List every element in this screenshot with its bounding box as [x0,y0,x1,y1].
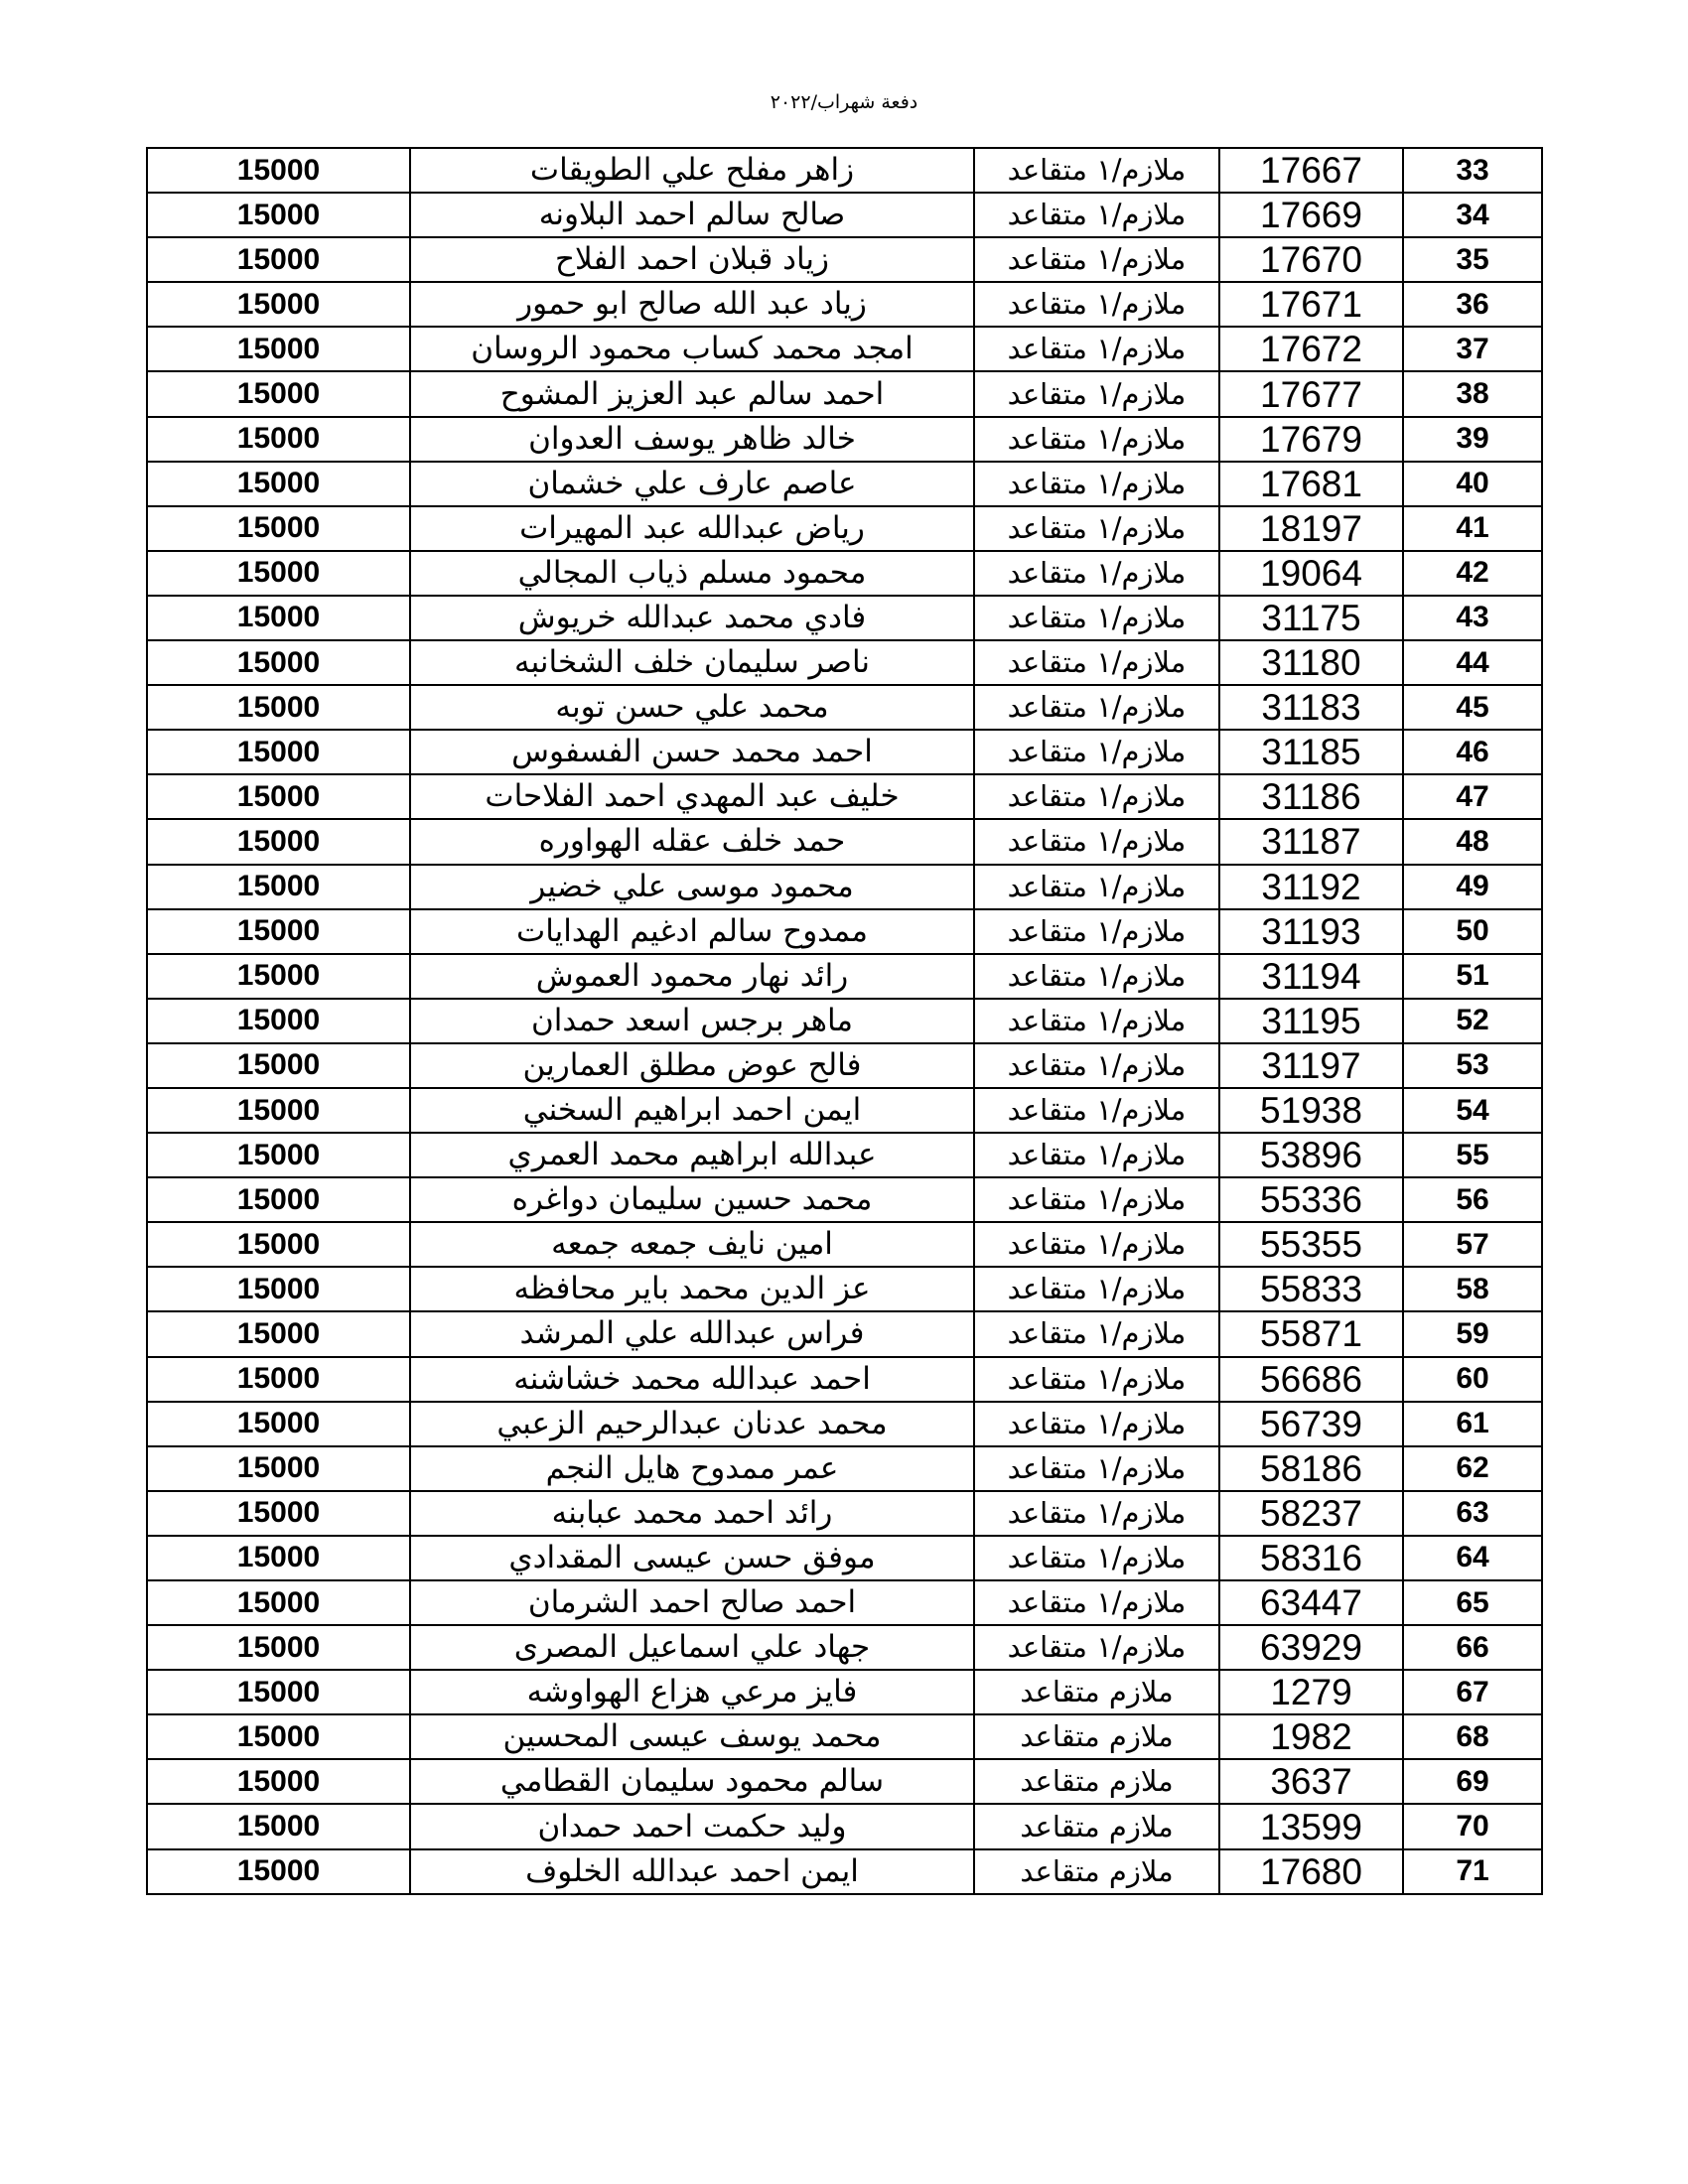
amount-cell: 15000 [147,1849,410,1894]
military-number-cell: 58316 [1219,1536,1403,1580]
row-number-cell: 54 [1403,1088,1542,1133]
rank-cell: ملازم متقاعد [974,1714,1219,1759]
row-number-cell: 35 [1403,237,1542,282]
rank-cell: ملازم/١ متقاعد [974,551,1219,596]
table-row [147,148,1542,193]
table-row [147,551,1542,596]
amount-cell: 15000 [147,685,410,730]
name-cell: محمد يوسف عيسى المحسين [410,1714,974,1759]
rank-cell: ملازم/١ متقاعد [974,1222,1219,1267]
name-cell: فراس عبدالله علي المرشد [410,1311,974,1356]
rank-cell: ملازم/١ متقاعد [974,506,1219,551]
military-number-cell: 31193 [1219,909,1403,954]
page-title: دفعة شهراب/٢٠٢٢ [770,91,918,113]
row-number-cell: 68 [1403,1714,1542,1759]
table-row [147,1849,1542,1894]
row-number-cell: 53 [1403,1043,1542,1088]
rank-cell: ملازم/١ متقاعد [974,865,1219,909]
rank-cell: ملازم/١ متقاعد [974,148,1219,193]
military-number-cell: 31195 [1219,999,1403,1043]
military-number-cell: 17667 [1219,148,1403,193]
rank-cell: ملازم/١ متقاعد [974,1446,1219,1491]
name-cell: محمد عدنان عبدالرحيم الزعبي [410,1402,974,1446]
table-row [147,1267,1542,1311]
row-number-cell: 58 [1403,1267,1542,1311]
amount-cell: 15000 [147,1670,410,1714]
table-row [147,1357,1542,1402]
row-number-cell: 42 [1403,551,1542,596]
row-number-cell: 60 [1403,1357,1542,1402]
rank-cell: ملازم/١ متقاعد [974,909,1219,954]
amount-cell: 15000 [147,596,410,640]
rank-cell: ملازم/١ متقاعد [974,640,1219,685]
military-number-cell: 31180 [1219,640,1403,685]
table-row [147,1088,1542,1133]
table-row [147,1446,1542,1491]
name-cell: ايمن احمد عبدالله الخلوف [410,1849,974,1894]
military-number-cell: 31187 [1219,819,1403,864]
military-number-cell: 58186 [1219,1446,1403,1491]
name-cell: احمد سالم عبد العزيز المشوح [410,371,974,416]
name-cell: عمر ممدوح هايل النجم [410,1446,974,1491]
table-row [147,237,1542,282]
rank-cell: ملازم/١ متقاعد [974,596,1219,640]
row-number-cell: 36 [1403,282,1542,327]
military-number-cell: 17672 [1219,327,1403,371]
row-number-cell: 51 [1403,954,1542,999]
rank-cell: ملازم/١ متقاعد [974,1088,1219,1133]
name-cell: جهاد علي اسماعيل المصرى [410,1625,974,1670]
military-number-cell: 55833 [1219,1267,1403,1311]
table-row [147,640,1542,685]
rank-cell: ملازم/١ متقاعد [974,417,1219,462]
rank-cell: ملازم/١ متقاعد [974,1580,1219,1625]
roster-table-body [147,148,1542,1894]
name-cell: موفق حسن عيسى المقدادي [410,1536,974,1580]
name-cell: ماهر برجس اسعد حمدان [410,999,974,1043]
military-number-cell: 31186 [1219,774,1403,819]
row-number-cell: 56 [1403,1177,1542,1222]
name-cell: فادي محمد عبدالله خريوش [410,596,974,640]
table-row [147,819,1542,864]
name-cell: احمد عبدالله محمد خشاشنه [410,1357,974,1402]
rank-cell: ملازم/١ متقاعد [974,1043,1219,1088]
amount-cell: 15000 [147,1267,410,1311]
military-number-cell: 31175 [1219,596,1403,640]
table-row [147,1714,1542,1759]
table-row [147,1491,1542,1536]
amount-cell: 15000 [147,1804,410,1848]
rank-cell: ملازم/١ متقاعد [974,371,1219,416]
name-cell: محمود مسلم ذياب المجالي [410,551,974,596]
table-row [147,999,1542,1043]
rank-cell: ملازم/١ متقاعد [974,1357,1219,1402]
amount-cell: 15000 [147,1311,410,1356]
rank-cell: ملازم/١ متقاعد [974,1491,1219,1536]
amount-cell: 15000 [147,1714,410,1759]
military-number-cell: 51938 [1219,1088,1403,1133]
table-row [147,1133,1542,1177]
name-cell: زياد قبلان احمد الفلاح [410,237,974,282]
row-number-cell: 41 [1403,506,1542,551]
row-number-cell: 48 [1403,819,1542,864]
rank-cell: ملازم/١ متقاعد [974,774,1219,819]
rank-cell: ملازم/١ متقاعد [974,1625,1219,1670]
table-row [147,1625,1542,1670]
table-row [147,685,1542,730]
amount-cell: 15000 [147,1402,410,1446]
row-number-cell: 55 [1403,1133,1542,1177]
table-row [147,1402,1542,1446]
row-number-cell: 63 [1403,1491,1542,1536]
table-row [147,774,1542,819]
name-cell: محمد علي حسن توبه [410,685,974,730]
roster-table-container [146,147,1531,1895]
name-cell: ايمن احمد ابراهيم السخني [410,1088,974,1133]
name-cell: عبدالله ابراهيم محمد العمري [410,1133,974,1177]
amount-cell: 15000 [147,999,410,1043]
amount-cell: 15000 [147,506,410,551]
military-number-cell: 3637 [1219,1759,1403,1804]
amount-cell: 15000 [147,1357,410,1402]
military-number-cell: 1279 [1219,1670,1403,1714]
rank-cell: ملازم/١ متقاعد [974,237,1219,282]
name-cell: رياض عبدالله عبد المهيرات [410,506,974,551]
amount-cell: 15000 [147,551,410,596]
amount-cell: 15000 [147,417,410,462]
name-cell: عز الدين محمد باير محافظه [410,1267,974,1311]
amount-cell: 15000 [147,1133,410,1177]
military-number-cell: 19064 [1219,551,1403,596]
name-cell: محمد حسين سليمان دواغره [410,1177,974,1222]
row-number-cell: 62 [1403,1446,1542,1491]
amount-cell: 15000 [147,462,410,506]
military-number-cell: 53896 [1219,1133,1403,1177]
name-cell: فايز مرعي هزاع الهواوشه [410,1670,974,1714]
row-number-cell: 67 [1403,1670,1542,1714]
table-row [147,327,1542,371]
rank-cell: ملازم/١ متقاعد [974,1536,1219,1580]
row-number-cell: 33 [1403,148,1542,193]
rank-cell: ملازم متقاعد [974,1759,1219,1804]
amount-cell: 15000 [147,371,410,416]
name-cell: ممدوح سالم ادغيم الهدايات [410,909,974,954]
name-cell: ناصر سليمان خلف الشخانبه [410,640,974,685]
amount-cell: 15000 [147,193,410,237]
military-number-cell: 63447 [1219,1580,1403,1625]
row-number-cell: 43 [1403,596,1542,640]
amount-cell: 15000 [147,1043,410,1088]
row-number-cell: 47 [1403,774,1542,819]
table-row [147,865,1542,909]
name-cell: زاهر مفلح علي الطويقات [410,148,974,193]
amount-cell: 15000 [147,282,410,327]
rank-cell: ملازم متقاعد [974,1849,1219,1894]
rank-cell: ملازم/١ متقاعد [974,1267,1219,1311]
amount-cell: 15000 [147,730,410,774]
table-row [147,462,1542,506]
rank-cell: ملازم/١ متقاعد [974,462,1219,506]
row-number-cell: 39 [1403,417,1542,462]
rank-cell: ملازم متقاعد [974,1670,1219,1714]
name-cell: وليد حكمت احمد حمدان [410,1804,974,1848]
amount-cell: 15000 [147,148,410,193]
table-row [147,1580,1542,1625]
rank-cell: ملازم/١ متقاعد [974,730,1219,774]
table-row [147,1222,1542,1267]
military-number-cell: 56686 [1219,1357,1403,1402]
military-number-cell: 18197 [1219,506,1403,551]
table-row [147,1536,1542,1580]
table-row [147,1804,1542,1848]
amount-cell: 15000 [147,1759,410,1804]
rank-cell: ملازم متقاعد [974,1804,1219,1848]
amount-cell: 15000 [147,865,410,909]
row-number-cell: 64 [1403,1536,1542,1580]
table-row [147,1043,1542,1088]
military-number-cell: 31194 [1219,954,1403,999]
amount-cell: 15000 [147,640,410,685]
table-row [147,1311,1542,1356]
table-row [147,954,1542,999]
military-number-cell: 63929 [1219,1625,1403,1670]
table-row [147,730,1542,774]
name-cell: خالد ظاهر يوسف العدوان [410,417,974,462]
military-number-cell: 31192 [1219,865,1403,909]
military-number-cell: 55871 [1219,1311,1403,1356]
table-row [147,909,1542,954]
rank-cell: ملازم/١ متقاعد [974,193,1219,237]
amount-cell: 15000 [147,774,410,819]
rank-cell: ملازم/١ متقاعد [974,999,1219,1043]
military-number-cell: 55355 [1219,1222,1403,1267]
row-number-cell: 38 [1403,371,1542,416]
row-number-cell: 45 [1403,685,1542,730]
name-cell: امين نايف جمعه جمعه [410,1222,974,1267]
military-number-cell: 56739 [1219,1402,1403,1446]
military-number-cell: 17669 [1219,193,1403,237]
name-cell: عاصم عارف علي خشمان [410,462,974,506]
name-cell: امجد محمد كساب محمود الروسان [410,327,974,371]
name-cell: احمد صالح احمد الشرمان [410,1580,974,1625]
amount-cell: 15000 [147,1491,410,1536]
name-cell: صالح سالم احمد البلاونه [410,193,974,237]
amount-cell: 15000 [147,819,410,864]
military-number-cell: 17679 [1219,417,1403,462]
name-cell: رائد احمد محمد عبابنه [410,1491,974,1536]
rank-cell: ملازم/١ متقاعد [974,685,1219,730]
row-number-cell: 69 [1403,1759,1542,1804]
amount-cell: 15000 [147,909,410,954]
military-number-cell: 31185 [1219,730,1403,774]
amount-cell: 15000 [147,327,410,371]
name-cell: فالح عوض مطلق العمارين [410,1043,974,1088]
amount-cell: 15000 [147,1580,410,1625]
row-number-cell: 46 [1403,730,1542,774]
row-number-cell: 71 [1403,1849,1542,1894]
military-number-cell: 13599 [1219,1804,1403,1848]
rank-cell: ملازم/١ متقاعد [974,1311,1219,1356]
table-row [147,1759,1542,1804]
row-number-cell: 61 [1403,1402,1542,1446]
military-number-cell: 17670 [1219,237,1403,282]
military-number-cell: 31183 [1219,685,1403,730]
table-row [147,371,1542,416]
amount-cell: 15000 [147,1088,410,1133]
table-row [147,417,1542,462]
amount-cell: 15000 [147,1625,410,1670]
rank-cell: ملازم/١ متقاعد [974,1133,1219,1177]
name-cell: حمد خلف عقله الهواوره [410,819,974,864]
military-number-cell: 1982 [1219,1714,1403,1759]
amount-cell: 15000 [147,954,410,999]
rank-cell: ملازم/١ متقاعد [974,327,1219,371]
row-number-cell: 49 [1403,865,1542,909]
rank-cell: ملازم/١ متقاعد [974,282,1219,327]
row-number-cell: 65 [1403,1580,1542,1625]
table-row [147,506,1542,551]
row-number-cell: 44 [1403,640,1542,685]
name-cell: احمد محمد حسن الفسفوس [410,730,974,774]
rank-cell: ملازم/١ متقاعد [974,819,1219,864]
military-number-cell: 17677 [1219,371,1403,416]
name-cell: زياد عبد الله صالح ابو حمور [410,282,974,327]
table-row [147,282,1542,327]
military-number-cell: 17671 [1219,282,1403,327]
military-number-cell: 17680 [1219,1849,1403,1894]
name-cell: رائد نهار محمود العموش [410,954,974,999]
amount-cell: 15000 [147,1536,410,1580]
amount-cell: 15000 [147,237,410,282]
military-number-cell: 55336 [1219,1177,1403,1222]
row-number-cell: 66 [1403,1625,1542,1670]
table-row [147,1670,1542,1714]
name-cell: محمود موسى علي خضير [410,865,974,909]
row-number-cell: 50 [1403,909,1542,954]
rank-cell: ملازم/١ متقاعد [974,1402,1219,1446]
row-number-cell: 57 [1403,1222,1542,1267]
name-cell: سالم محمود سليمان القطامي [410,1759,974,1804]
row-number-cell: 40 [1403,462,1542,506]
name-cell: خليف عبد المهدي احمد الفلاحات [410,774,974,819]
row-number-cell: 70 [1403,1804,1542,1848]
rank-cell: ملازم/١ متقاعد [974,954,1219,999]
military-number-cell: 17681 [1219,462,1403,506]
row-number-cell: 52 [1403,999,1542,1043]
roster-table [146,147,1543,1895]
rank-cell: ملازم/١ متقاعد [974,1177,1219,1222]
table-row [147,596,1542,640]
amount-cell: 15000 [147,1222,410,1267]
row-number-cell: 37 [1403,327,1542,371]
table-row [147,193,1542,237]
table-row [147,1177,1542,1222]
military-number-cell: 58237 [1219,1491,1403,1536]
amount-cell: 15000 [147,1177,410,1222]
military-number-cell: 31197 [1219,1043,1403,1088]
row-number-cell: 59 [1403,1311,1542,1356]
amount-cell: 15000 [147,1446,410,1491]
row-number-cell: 34 [1403,193,1542,237]
